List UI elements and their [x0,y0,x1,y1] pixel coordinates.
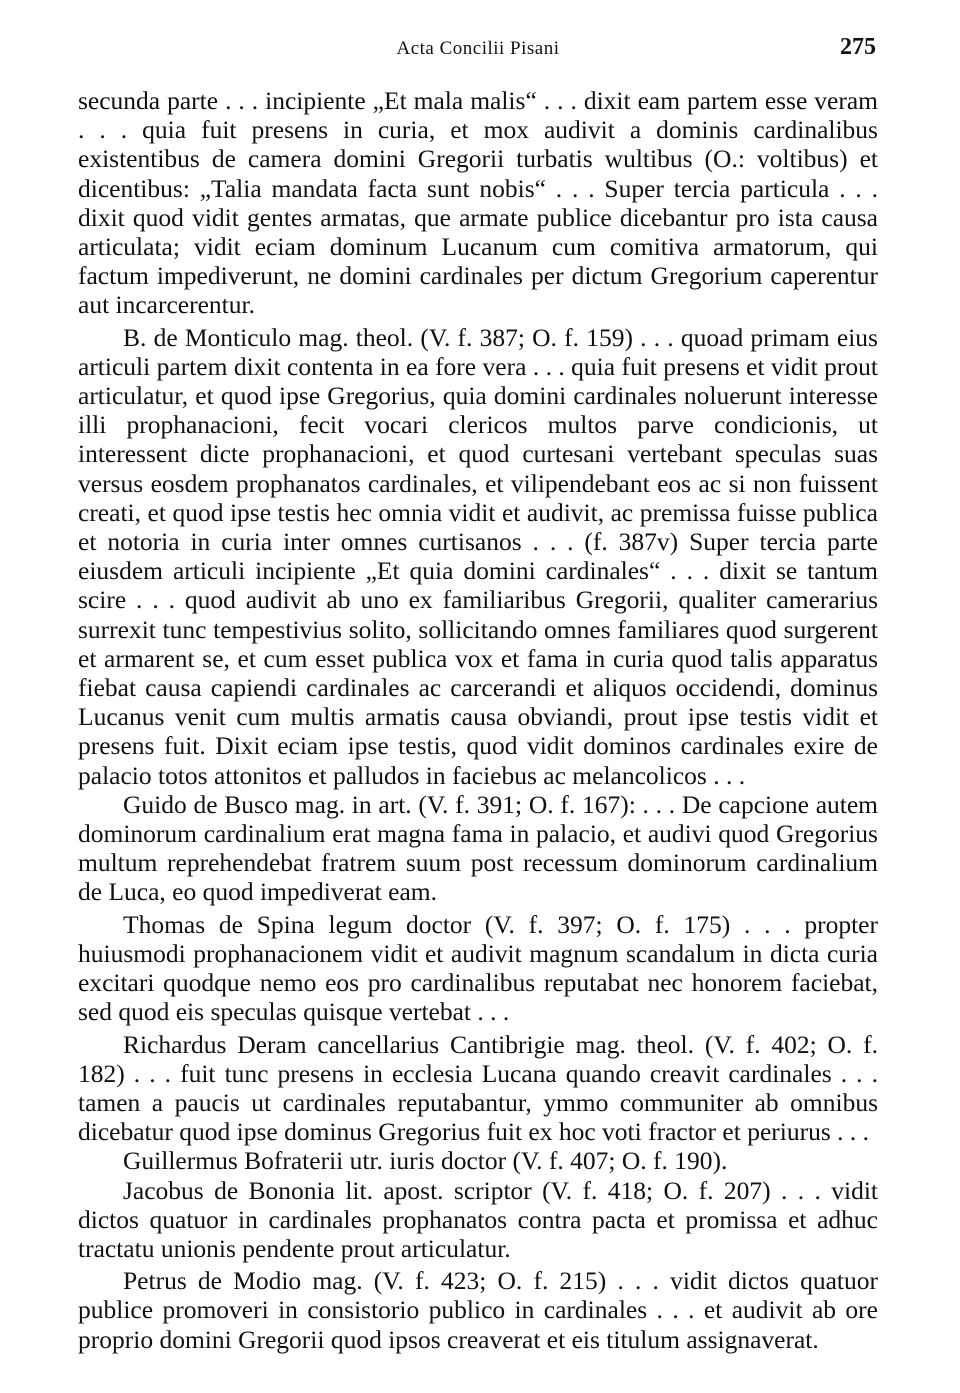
paragraph-busco: Guido de Busco mag. in art. (V. f. 391; O. f. 167): . . . De capcione autem dominorum cardinalium erat magna fama in palacio, et audivi quod Gregorius multum reprehendebat fratrem suum post recessum dominorum cardinalium de Luca, eo quod impediverat eam. [78,789,878,907]
body-text [78,86,878,1354]
paragraph-bononia: Jacobus de Bononia lit. apost. scriptor (V. f. 418; O. f. 207) . . . vidit dictos quatuor in cardinales prophanatos contra pacta et promissa et adhuc tractatu unionis pendente prout articulatur. [78,1175,878,1263]
document-page [78,34,878,1354]
paragraph-modio: Petrus de Modio mag. (V. f. 423; O. f. 215) . . . vidit dictos quatuor publice promoveri in consistorio publico in cardinales . . . et audivit ab ore proprio domini Gregorii quod ipsos creaverat et eis titulum assignaverat. [78,1266,878,1354]
page-header [78,34,878,74]
paragraph-monticulo: B. de Monticulo mag. theol. (V. f. 387; O. f. 159) . . . quoad primam eius articuli partem dixit contenta in ea fore vera . . . quia fuit presens et vidit prout articulatur, et quod ipse Gregorius, quia domini cardinales noluerunt interesse illi prophanacioni, fecit vocari clericos multos parve condicionis, ut interessent dicte prophanacioni, et quod curtesani vertebant speculas suas versus eosdem prophanatos cardinales, et vilipendebant eos ac si non fuissent creati, et quod ipse testis hec omnia vidit et audivit, ac premissa fuisse publica et notoria in curia inter omnes curtisanos . . . (f. 387v) Super tercia parte eiusdem articuli incipiente „Et quia domini cardinales“ . . . dixit se tantum scire . . . quod audivit ab uno ex familiaribus Gregorii, qualiter camerarius surrexit tunc tempestivius solito, sollicitando omnes familiares quod surgerent et armarent se, et cum esset publica vox et fama in curia quod talis apparatus fiebat causa capiendi cardinales ac carcerandi et aliquos occidendi, dominus Lucanus venit cum multis armatis causa obviandi, prout ipse testis vidit et presens fuit. Dixit eciam ipse testis, quod vidit dominos cardinales exire de palacio totos attonitos et palludos in faciebus ac melancolicos . . . [78,322,878,790]
paragraph-spina: Thomas de Spina legum doctor (V. f. 397; O. f. 175) . . . propter huiusmodi prophanacionem vidit et audivit magnum scandalum in dicta curia excitari quodque nemo eos pro cardinalibus reputabat nec honorem faciebat, sed quod eis speculas quisque vertebat . . . [78,909,878,1027]
paragraph-bofraterii: Guillermus Bofraterii utr. iuris doctor (V. f. 407; O. f. 190). [123,1146,728,1176]
paragraph-continuation: secunda parte . . . incipiente „Et mala malis“ . . . dixit eam partem esse veram . . . quia fuit presens in curia, et mox audivit a dominis cardinalibus existentibus de camera domini Gregorii turbatis wultibus (O.: voltibus) et dicentibus: „Talia mandata facta sunt nobis“ . . . Super tercia particula . . . dixit quod vidit gentes armatas, que armate publice dicebantur pro ista causa articulata; vidit eciam dominum Lucanum cum comitiva armatorum, qui factum impediverunt, ne domini cardinales per dictum Gregorium caperentur aut incarcerentur. [78,86,878,320]
paragraph-deram: Richardus Deram cancellarius Cantibrigie mag. theol. (V. f. 402; O. f. 182) . . . fuit tunc presens in ecclesia Lucana quando creavit cardinales . . . tamen a paucis ut cardinales reputabantur, ymmo communiter ab omnibus dicebatur quod ipse dominus Gregorius fuit ex hoc voti fractor et periurus . . . [78,1029,878,1147]
page-number: 275 [840,34,876,60]
running-title: Acta Concilii Pisani [396,38,560,59]
